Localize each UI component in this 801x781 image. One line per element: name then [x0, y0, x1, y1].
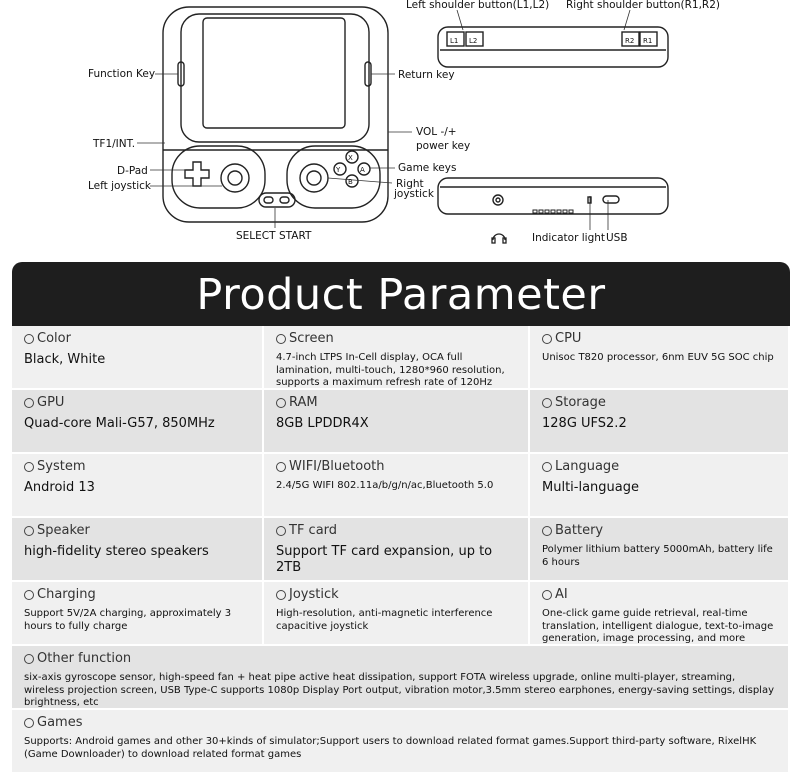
spec-cell-tf-card: [264, 518, 530, 582]
circle-bullet-icon: [24, 334, 34, 344]
r2-label: R2: [625, 37, 635, 45]
spec-value: Polymer lithium battery 5000mAh, battery life 6 hours: [542, 544, 773, 568]
btn-x-label: X: [348, 154, 353, 162]
spec-value: six-axis gyroscope sensor, high-speed fan + heat pipe active heat dissipation, support FOTA wireless upgrade, online multi-player, streaming, wireless projection screen, USB Type-C supports 1080p Display Port output, vibration motor,3.5mm stereo earphones, energy-saving settings, display brightness, etc: [24, 672, 774, 708]
spec-row: [12, 454, 790, 518]
spec-cell-ai: [530, 582, 790, 646]
spec-value: Unisoc T820 processor, 6nm EUV 5G SOC chip: [542, 352, 774, 363]
spec-cell-gpu: [12, 390, 264, 454]
spec-value: high-fidelity stereo speakers: [24, 544, 209, 559]
btn-b-label: B: [348, 178, 353, 186]
spec-cell-joystick: [264, 582, 530, 646]
spec-value: 8GB LPDDR4X: [276, 416, 369, 431]
spec-label: Games: [37, 715, 83, 730]
spec-label: Other function: [37, 651, 132, 666]
l2-label: L2: [469, 37, 478, 45]
spec-value: Android 13: [24, 480, 95, 495]
right-shoulder-label: Right shoulder button(R1,R2): [566, 0, 721, 11]
btn-y-label: Y: [336, 166, 341, 174]
joystick-label: joystick: [394, 188, 434, 200]
l1-label: L1: [450, 37, 459, 45]
circle-bullet-icon: [24, 462, 34, 472]
spec-row: [12, 646, 790, 710]
circle-bullet-icon: [542, 398, 552, 408]
left-shoulder-label: Left shoulder button(L1,L2): [406, 0, 550, 11]
leader-lines: [137, 10, 630, 230]
vol-label: VOL -/+: [416, 126, 457, 138]
device-diagram: [0, 0, 801, 262]
spec-value: One-click game guide retrieval, real-time translation, intelligent dialogue, text-to-image generation, image processing, and more: [542, 608, 774, 644]
spec-value: Support 5V/2A charging, approximately 3 hours to fully charge: [24, 608, 232, 632]
title-banner: [12, 262, 790, 326]
circle-bullet-icon: [276, 526, 286, 536]
spec-label: CPU: [555, 331, 582, 346]
spec-row: [12, 390, 790, 454]
spec-value: 2.4/5G WIFI 802.11a/b/g/n/ac,Bluetooth 5.0: [276, 480, 494, 491]
spec-value: Support TF card expansion, up to 2TB: [276, 544, 493, 575]
circle-bullet-icon: [24, 398, 34, 408]
circle-bullet-icon: [276, 334, 286, 344]
spec-cell-charging: [12, 582, 264, 646]
device-top-view: [438, 27, 668, 67]
spec-label: Language: [555, 459, 620, 474]
indicator-light-label: Indicator light: [532, 232, 606, 244]
spec-row: [12, 582, 790, 646]
spec-label: TF card: [289, 523, 338, 538]
function-key-label: Function Key: [88, 68, 156, 80]
spec-label: Storage: [555, 395, 606, 410]
dpad-label: D-Pad: [117, 165, 148, 177]
start-label: START: [279, 230, 312, 242]
spec-label: Speaker: [37, 523, 90, 538]
tf1-int-label: TF1/INT.: [93, 138, 136, 150]
circle-bullet-icon: [276, 398, 286, 408]
spec-label: RAM: [289, 395, 318, 410]
power-key-label: power key: [416, 140, 471, 152]
spec-label: Color: [37, 331, 71, 346]
spec-label: Screen: [289, 331, 334, 346]
spec-panel: [12, 262, 790, 781]
spec-value: 4.7-inch LTPS In-Cell display, OCA full lamination, multi-touch, 1280*960 resolution, supports a maximum refresh rate of 120Hz: [276, 352, 505, 388]
spec-cell-wifi: [264, 454, 530, 518]
spec-label: Joystick: [289, 587, 339, 602]
btn-a-label: A: [360, 166, 365, 174]
spec-label: WIFI/Bluetooth: [289, 459, 385, 474]
spec-cell-system: [12, 454, 264, 518]
spec-row: [12, 326, 790, 390]
spec-label: Charging: [37, 587, 96, 602]
spec-label: Battery: [555, 523, 604, 538]
page-title: Product Parameter: [196, 270, 606, 320]
spec-value: Multi-language: [542, 480, 639, 495]
circle-bullet-icon: [24, 526, 34, 536]
spec-cell-speaker: [12, 518, 264, 582]
select-label: SELECT: [236, 230, 276, 242]
return-key-label: Return key: [398, 69, 455, 81]
spec-value: High-resolution, anti-magnetic interference capacitive joystick: [276, 608, 493, 632]
circle-bullet-icon: [542, 590, 552, 600]
spec-cell-ram: [264, 390, 530, 454]
circle-bullet-icon: [24, 590, 34, 600]
spec-cell-battery: [530, 518, 790, 582]
game-keys-label: Game keys: [398, 162, 457, 174]
r1-label: R1: [643, 37, 653, 45]
spec-cell-color: [12, 326, 264, 390]
spec-value: Supports: Android games and other 30+kinds of simulator;Support users to download related format games.Support third-party software, RixelHK (Game Downloader) to download related format games: [24, 736, 757, 760]
headphone-icon: [492, 234, 506, 243]
circle-bullet-icon: [542, 526, 552, 536]
left-joystick-label: Left joystick: [88, 180, 152, 192]
device-bottom-view: [438, 178, 668, 214]
spec-cell-storage: [530, 390, 790, 454]
spec-cell-games: [12, 710, 790, 774]
spec-value: Quad-core Mali-G57, 850MHz: [24, 416, 215, 431]
spec-label: AI: [555, 587, 568, 602]
spec-cell-cpu: [530, 326, 790, 390]
usb-label: USB: [606, 232, 628, 244]
spec-cell-other-function: [12, 646, 790, 710]
circle-bullet-icon: [542, 334, 552, 344]
circle-bullet-icon: [24, 718, 34, 728]
circle-bullet-icon: [276, 590, 286, 600]
device-front-view: [163, 7, 388, 222]
circle-bullet-icon: [276, 462, 286, 472]
spec-cell-language: [530, 454, 790, 518]
spec-cell-screen: [264, 326, 530, 390]
circle-bullet-icon: [542, 462, 552, 472]
circle-bullet-icon: [24, 654, 34, 664]
spec-label: GPU: [37, 395, 65, 410]
spec-value: 128G UFS2.2: [542, 416, 627, 431]
spec-value: Black, White: [24, 352, 106, 367]
spec-label: System: [37, 459, 86, 474]
spec-row: [12, 710, 790, 774]
spec-row: [12, 518, 790, 582]
spec-grid: [12, 326, 790, 774]
right-label: Right: [396, 178, 424, 190]
